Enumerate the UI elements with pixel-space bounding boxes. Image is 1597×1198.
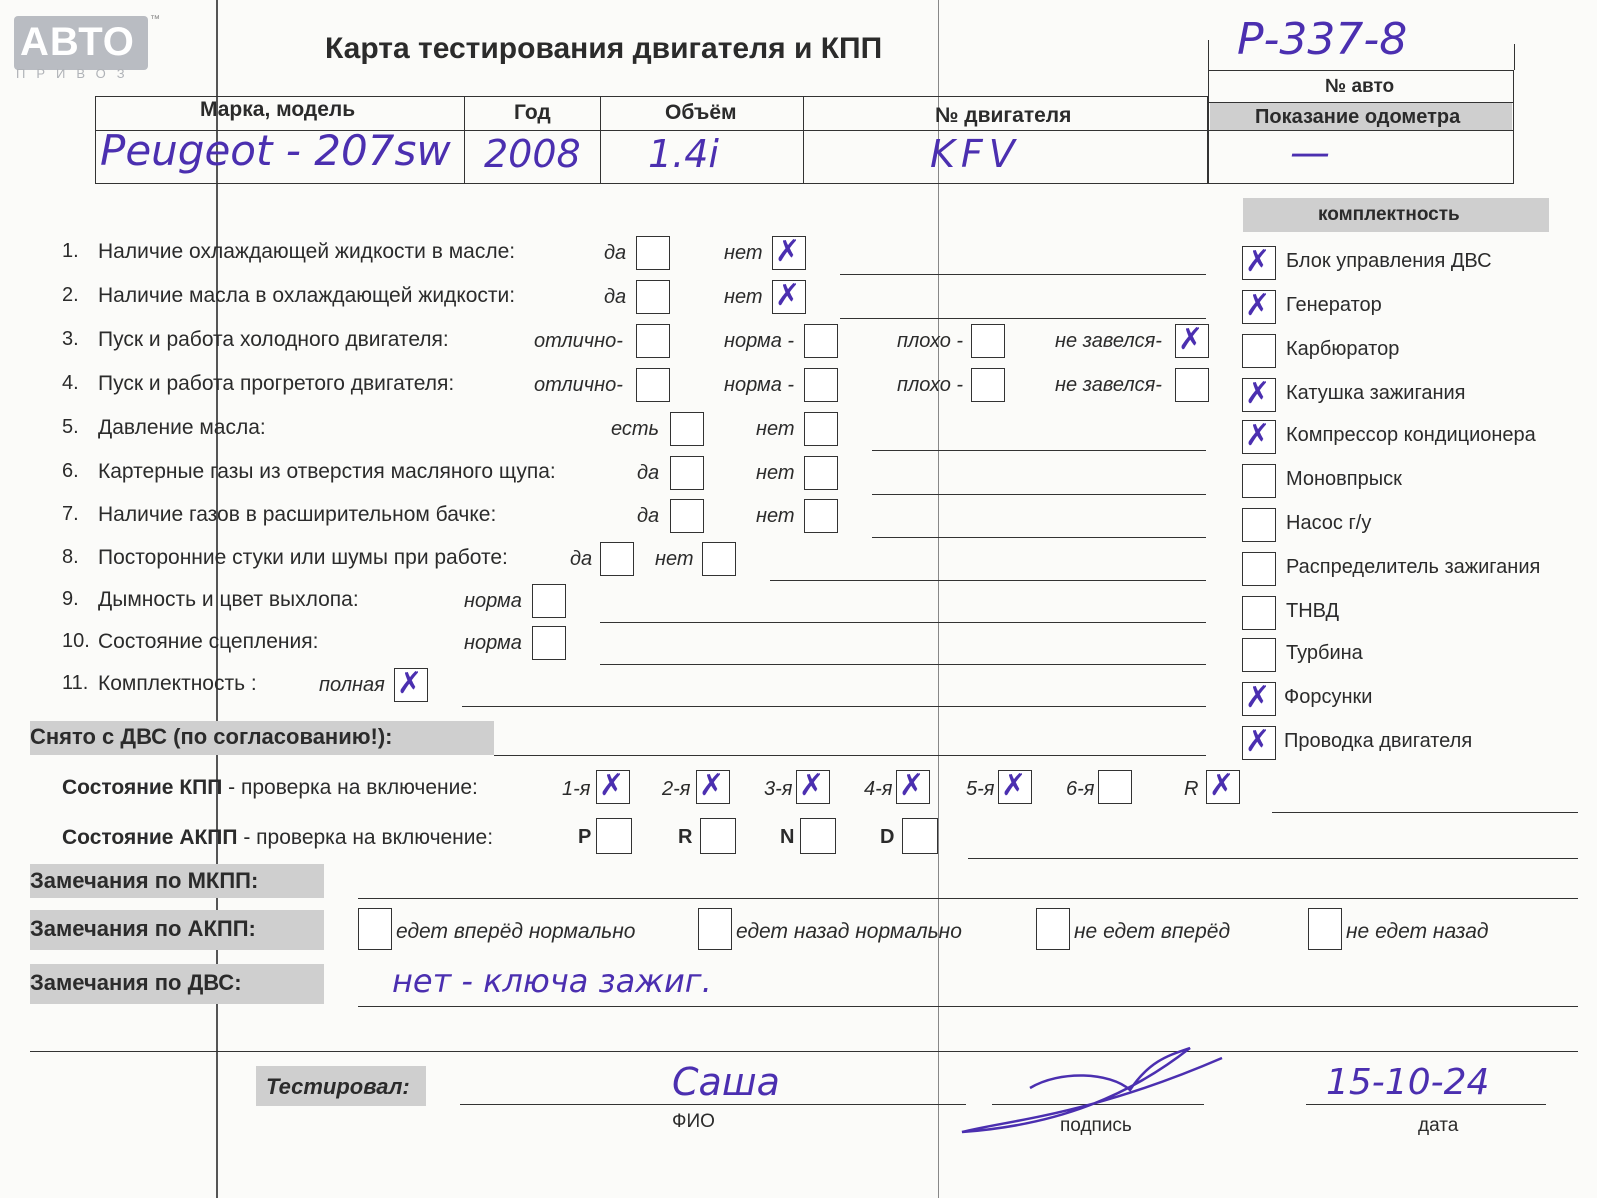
- kit-item-label: Форсунки: [1284, 686, 1373, 708]
- question-number: 10.: [62, 630, 90, 652]
- logo-tm: ™: [150, 14, 160, 25]
- option-label: нет: [756, 462, 795, 484]
- remarks-akpp-label: Замечания по АКПП:: [30, 916, 256, 941]
- page-title: Карта тестирования двигателя и КПП: [325, 32, 883, 65]
- question-number: 4.: [62, 372, 79, 394]
- akpp-gear-label: R: [678, 826, 693, 848]
- question-text: Наличие масла в охлаждающей жидкости:: [98, 284, 516, 307]
- kit-item-label: Распределитель зажигания: [1286, 556, 1541, 578]
- value-volume: 1.4i: [648, 132, 719, 176]
- question-number: 9.: [62, 588, 79, 610]
- option-label: нет: [724, 242, 763, 264]
- logo-main: АВТО: [20, 20, 135, 64]
- header-odometer: Показание одометра: [1255, 106, 1461, 128]
- kit-title: комплектность: [1318, 204, 1460, 225]
- akpp-remark-label: едет вперёд нормально: [396, 920, 636, 943]
- option-label: да: [637, 505, 660, 527]
- option-label: отлично-: [534, 330, 623, 352]
- option-label: норма -: [724, 374, 795, 396]
- question-text: Картерные газы из отверстия масляного щупа:: [98, 460, 556, 483]
- kit-item-label: Карбюратор: [1286, 338, 1400, 360]
- option-label: да: [604, 286, 627, 308]
- sign-label: подпись: [1060, 1115, 1132, 1136]
- kit-item-label: Генератор: [1286, 294, 1382, 316]
- option-label: норма: [464, 590, 522, 612]
- check-mark-icon: ✗: [1245, 244, 1271, 279]
- option-label: да: [637, 462, 660, 484]
- check-mark-icon: ✗: [1245, 418, 1271, 453]
- date-value: 15-10-24: [1326, 1062, 1490, 1103]
- question-text: Пуск и работа холодного двигателя:: [98, 328, 449, 351]
- akpp-gear-label: P: [578, 826, 592, 848]
- tested-label: Тестировал:: [266, 1074, 410, 1099]
- kit-item-label: Моновпрыск: [1286, 468, 1402, 490]
- question-number: 5.: [62, 416, 79, 438]
- option-label: нет: [756, 418, 795, 440]
- header-model: Марка, модель: [200, 98, 356, 121]
- gear-label: 3-я: [764, 778, 793, 800]
- option-label: нет: [756, 505, 795, 527]
- question-text: Посторонние стуки или шумы при работе:: [98, 546, 508, 569]
- option-label: нет: [655, 548, 694, 570]
- akpp-remark-label: не едет вперёд: [1074, 920, 1231, 943]
- kit-item-label: Проводка двигателя: [1284, 730, 1473, 752]
- header-auto-no: № авто: [1325, 76, 1395, 97]
- akpp-gear-label: N: [780, 826, 795, 848]
- check-mark-icon: ✗: [1245, 680, 1271, 715]
- value-year: 2008: [484, 132, 581, 176]
- value-engine-no: KFV: [930, 132, 1021, 176]
- check-mark-icon: ✗: [1209, 768, 1235, 803]
- question-text: Наличие охлаждающей жидкости в масле:: [98, 240, 516, 263]
- check-mark-icon: ✗: [775, 234, 801, 269]
- gear-label: 1-я: [562, 778, 591, 800]
- option-label: есть: [611, 418, 660, 440]
- gear-label: 2-я: [662, 778, 691, 800]
- question-number: 2.: [62, 284, 79, 306]
- fio-value: Саша: [672, 1060, 780, 1104]
- option-label: нет: [724, 286, 763, 308]
- date-label: дата: [1418, 1115, 1459, 1136]
- kit-item-label: Блок управления ДВС: [1286, 250, 1492, 272]
- option-label: не завелся-: [1055, 330, 1162, 352]
- check-mark-icon: ✗: [899, 768, 925, 803]
- check-mark-icon: ✗: [1001, 768, 1027, 803]
- check-mark-icon: ✗: [799, 768, 825, 803]
- question-text: Дымность и цвет выхлопа:: [98, 588, 359, 611]
- header-volume: Объём: [665, 101, 737, 124]
- check-mark-icon: ✗: [1178, 322, 1204, 357]
- option-label: норма: [464, 632, 522, 654]
- kit-item-label: Насос г/у: [1286, 512, 1372, 534]
- gear-label: 6-я: [1066, 778, 1095, 800]
- header-engine: № двигателя: [935, 104, 1072, 127]
- question-number: 8.: [62, 546, 79, 568]
- check-mark-icon: ✗: [1245, 724, 1271, 759]
- check-mark-icon: ✗: [775, 278, 801, 313]
- question-number: 11.: [62, 672, 89, 694]
- logo-sub: ПРИВОЗ: [16, 66, 136, 81]
- value-odometer: —: [1290, 130, 1330, 176]
- check-mark-icon: ✗: [599, 768, 625, 803]
- kpp-label: Состояние КПП - проверка на включение:: [62, 776, 478, 799]
- akpp-remark-label: едет назад нормально: [736, 920, 962, 943]
- check-mark-icon: ✗: [699, 768, 725, 803]
- remarks-dvs-label: Замечания по ДВС:: [30, 970, 242, 995]
- value-model: Peugeot - 207sw: [100, 126, 451, 175]
- option-label: да: [604, 242, 627, 264]
- header-year: Год: [514, 101, 551, 124]
- gear-label: 5-я: [966, 778, 995, 800]
- option-label: норма -: [724, 330, 795, 352]
- check-mark-icon: ✗: [1245, 376, 1271, 411]
- handwritten-code: Р-337-8: [1237, 14, 1408, 65]
- fio-label: ФИО: [672, 1111, 715, 1132]
- question-number: 1.: [62, 240, 79, 262]
- removed-label: Снято с ДВС (по согласованию!):: [30, 724, 393, 749]
- option-label: плохо -: [897, 374, 964, 396]
- option-label: полная: [319, 674, 385, 696]
- kit-item-label: Компрессор кондиционера: [1286, 424, 1536, 446]
- gear-label: 4-я: [864, 778, 893, 800]
- question-text: Наличие газов в расширительном бачке:: [98, 503, 497, 526]
- kit-item-label: ТНВД: [1286, 600, 1340, 622]
- option-label: не завелся-: [1055, 374, 1162, 396]
- question-number: 7.: [62, 503, 79, 525]
- akpp-gear-label: D: [880, 826, 895, 848]
- check-mark-icon: ✗: [397, 666, 423, 701]
- check-mark-icon: ✗: [1245, 288, 1271, 323]
- question-number: 3.: [62, 328, 79, 350]
- gear-label: R: [1184, 778, 1199, 800]
- akpp-label: Состояние АКПП - проверка на включение:: [62, 826, 494, 849]
- kit-item-label: Катушка зажигания: [1286, 382, 1466, 404]
- question-text: Пуск и работа прогретого двигателя:: [98, 372, 455, 395]
- option-label: отлично-: [534, 374, 623, 396]
- remarks-mkpp-label: Замечания по МКПП:: [30, 868, 259, 893]
- akpp-remark-label: не едет назад: [1346, 920, 1489, 943]
- question-text: Давление масла:: [98, 416, 266, 439]
- kit-item-label: Турбина: [1286, 642, 1363, 664]
- option-label: да: [570, 548, 593, 570]
- option-label: плохо -: [897, 330, 964, 352]
- question-text: Состояние сцепления:: [98, 630, 319, 653]
- question-number: 6.: [62, 460, 79, 482]
- question-text: Комплектность :: [98, 672, 257, 695]
- remarks-dvs-value: нет - ключа зажиг.: [392, 962, 712, 1000]
